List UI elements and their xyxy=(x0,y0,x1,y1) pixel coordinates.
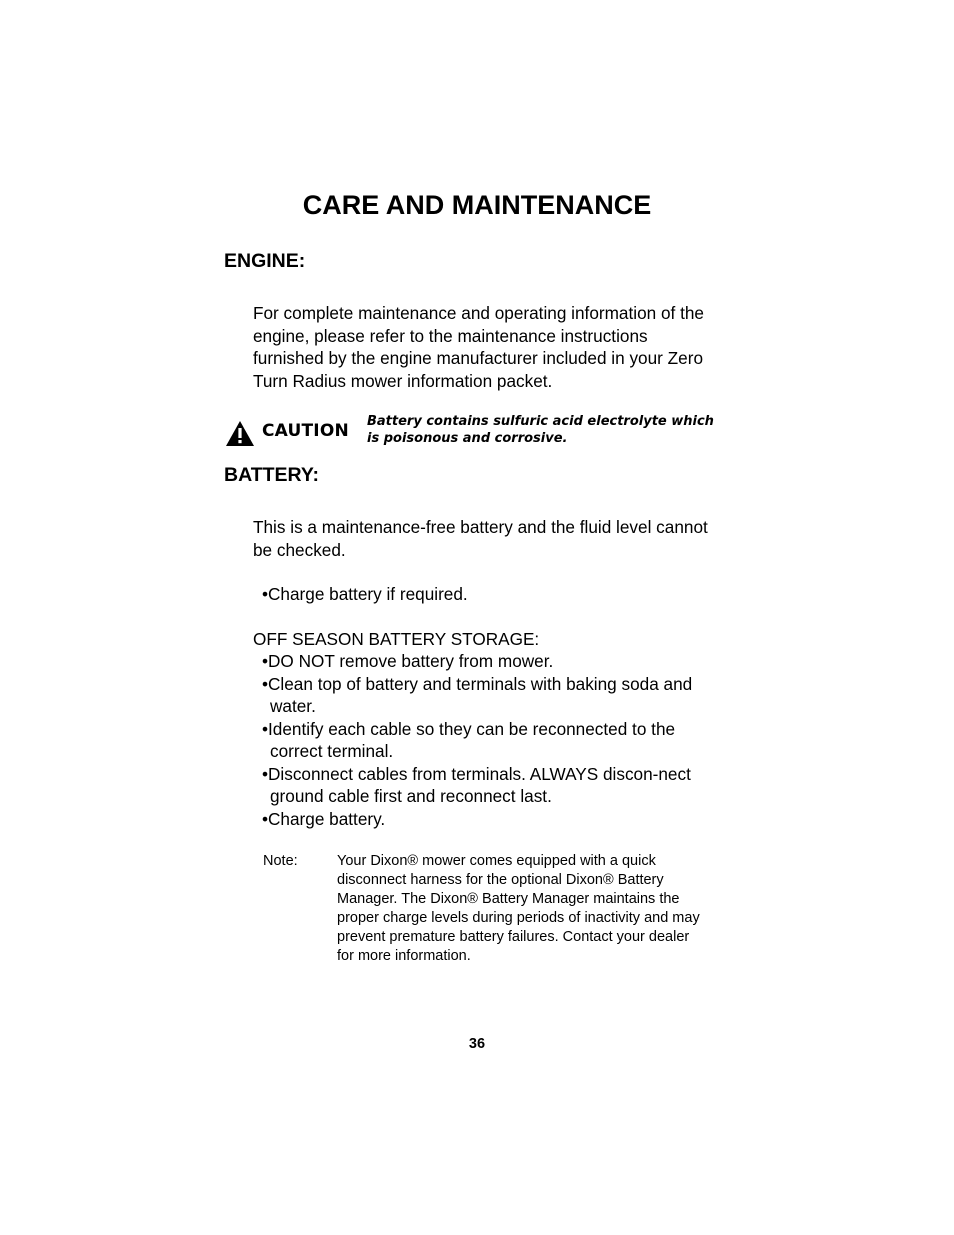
list-item: •Clean top of battery and terminals with baking soda and water. xyxy=(262,673,693,716)
engine-heading: ENGINE: xyxy=(224,250,306,272)
page-title: CARE AND MAINTENANCE xyxy=(302,190,652,220)
battery-heading: BATTERY: xyxy=(224,464,319,486)
caution-text: Battery contains sulfuric acid electrolyte which is poisonous and corrosive. xyxy=(367,414,714,446)
list-item: •Charge battery. xyxy=(262,808,386,829)
list-item: •DO NOT remove battery from mower. xyxy=(262,651,554,671)
list-item: •Charge battery if required. xyxy=(262,584,468,604)
battery-bullets xyxy=(262,583,722,606)
storage-heading: OFF SEASON BATTERY STORAGE: xyxy=(253,629,540,649)
caution-label: CAUTION xyxy=(262,421,349,441)
note-label: Note: xyxy=(263,853,298,869)
battery-paragraph: This is a maintenance-free battery and the fluid level cannot be checked. xyxy=(253,517,708,560)
note-text: Your Dixon® mower comes equipped with a quick disconnect harness for the optional Dixon® Battery Manager. The Dixon® Battery Manager maintains the proper charge levels during periods of inactivity and may prevent premature battery failures. Contact your dealer for more information. xyxy=(337,853,700,964)
list-item: •Identify each cable so they can be reconnected to the correct terminal. xyxy=(262,718,676,761)
page-number: 36 xyxy=(468,1036,486,1052)
list-item: •Disconnect cables from terminals. ALWAYS discon-nect ground cable first and reconnect last. xyxy=(262,763,691,806)
warning-triangle-icon xyxy=(225,420,255,447)
storage-list xyxy=(262,650,722,830)
engine-paragraph: For complete maintenance and operating information of the engine, please refer to the maintenance instructions furnished by the engine manufacturer included in your Zero Turn Radius mower information packet. xyxy=(253,303,704,391)
caution-notice xyxy=(225,413,715,453)
